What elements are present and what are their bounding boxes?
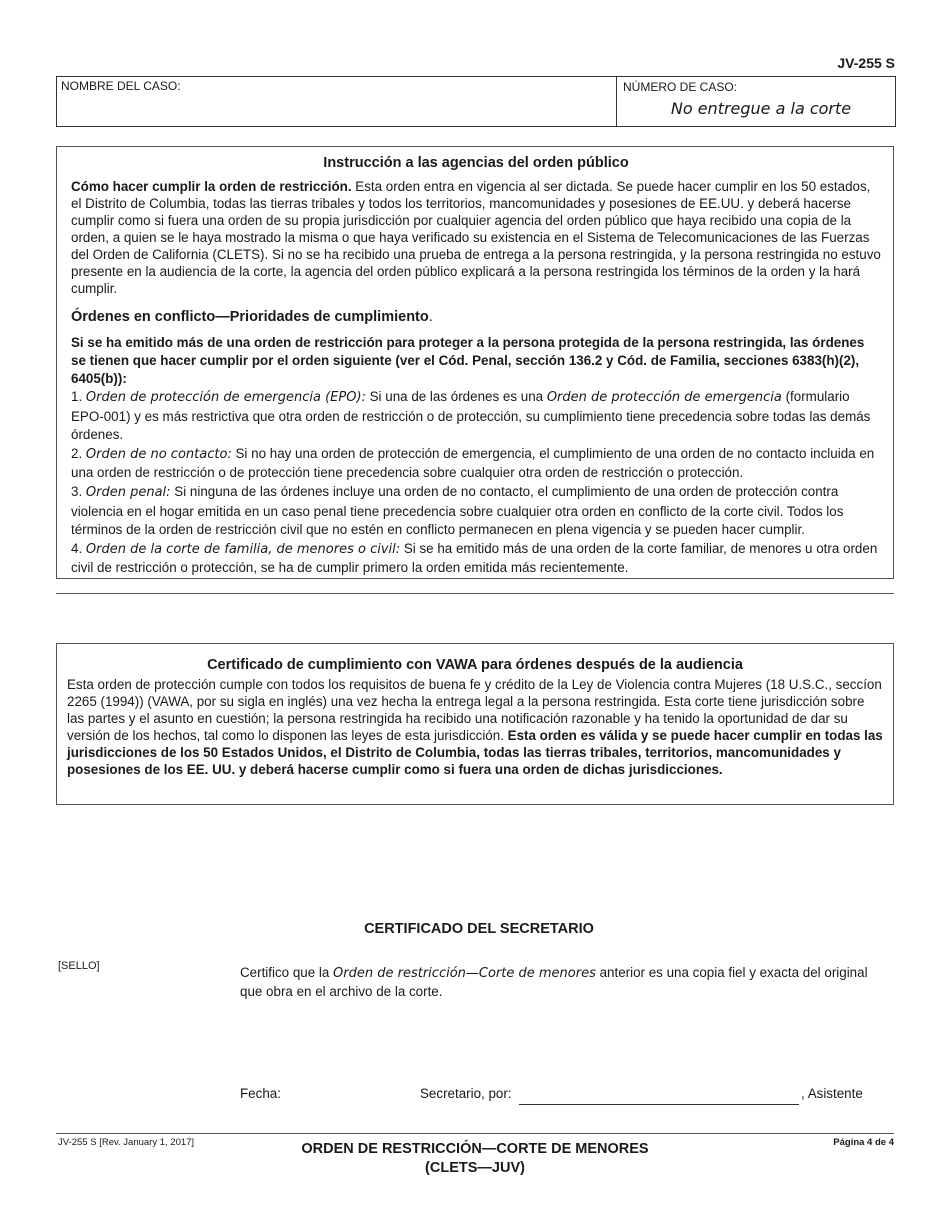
conflict-heading-period: . <box>428 309 433 325</box>
clerk-certificate-title: CERTIFICADO DEL SECRETARIO <box>364 921 594 937</box>
footer-divider <box>56 1133 894 1134</box>
cert-text-a: Certifico que la <box>240 965 334 980</box>
priority-label: Orden penal: <box>85 484 171 500</box>
case-number-label: NÚMERO DE CASO: <box>623 80 738 94</box>
clerk-label: Secretario, por: <box>420 1086 512 1101</box>
date-label: Fecha: <box>240 1086 281 1101</box>
priority-text: Si ninguna de las órdenes incluye una orden de no contacto, el cumplimiento de una orden de protección contra violencia en el hogar emitida en un caso penal tiene precedencia sobre cualquier otra orden en conflicto de la corte civil. Todos los términos de la orden de restricción civil que no estén en conflicto permanecen en plena vigencia y se pueden hacer cumplir. <box>71 483 844 538</box>
vawa-title: Certificado de cumplimiento con VAWA para órdenes después de la audiencia <box>207 657 743 673</box>
section-divider <box>56 593 894 594</box>
conflict-intro: Si se ha emitido más de una orden de restricción para proteger a la persona protegida de la persona restringida, las órdenes se tienen que hacer cumplir por el orden siguiente (ver el Cód. Penal, sección 136.2 y Cód. de Familia, secciones 6383(h)(2), 6405(b)): <box>71 335 865 386</box>
vawa-box <box>56 643 894 805</box>
priority-list <box>71 388 881 578</box>
clerk-certification-text <box>240 964 890 1001</box>
enforce-paragraph <box>71 178 881 297</box>
enforce-heading: Cómo hacer cumplir la orden de restricción. <box>71 179 352 194</box>
vawa-bold-text: Esta orden es válida y se puede hacer cumplir en todas las jurisdicciones de los 50 Estados Unidos, el Distrito de Columbia, todas las tierras tribales, territorios, mancomunidades y posesiones de los EE. UU. y deberá hacerse cumplir como si fuera una orden de dichas jurisdicciones. <box>67 728 883 777</box>
vawa-text: Esta orden de protección cumple con todos los requisitos de buena fe y crédito de la Ley de Violencia contra Mujeres (18 U.S.C., seccíon 2265 (1994)) (VAWA, por su sigla en inglés) una vez hecha la entrega legal a la persona restringida. Esta corte tiene jurisdicción sobre las partes y el asunto en cuestión; la persona restringida ha recibido una notificación razonable y ha tenido la oportunidad de dar su versión de los hechos, tal como lo disponen las leyes de esta jurisdicción. <box>67 677 882 743</box>
priority-label: Orden de protección de emergencia (EPO): <box>85 390 366 405</box>
case-name-field[interactable] <box>57 77 617 126</box>
priority-label: Orden de la corte de familia, de menores o civil: <box>85 541 401 557</box>
priority-text: Si se ha emitido más de una orden de la corte familiar, de menores u otra orden civil de restricción o protección, se ha de cumplir primero la orden emitida más recientemente. <box>71 540 878 576</box>
priority-item <box>71 445 881 483</box>
footer-page-number: Página 4 de 4 <box>833 1137 894 1148</box>
enforce-text: Esta orden entra en vigencia al ser dictada. Se puede hacer cumplir en los 50 estados, el Distrito de Columbia, todas las tierras tribales y todos los territorios, mancomunidades y posesiones de EE.UU. y deberá hacerse cumplir como si fuera una orden de su propia jurisdicción por cualquier agencia del orden público que haya recibido una copia de la orden, a quien se le haya mostrado la misma o que haya verificado su existencia en el Sistema de Telecomunicaciones de las Fuerzas del Orden de California (CLETS). Si no se ha recibido una prueba de entrega a la persona restringida, y la persona restringida no estuvo presente en la audiencia de la corte, la agencia del orden público explicará a la persona restringida los términos de la orden y la hará cumplir. <box>71 179 881 296</box>
priority-item <box>71 483 881 540</box>
priority-italic: Orden de protección de emergencia <box>546 390 782 405</box>
priority-text-b: (formulario EPO-001) y es más restrictiva que otra orden de restricción o de protección, su cumplimiento tiene precedencia sobre todas las demás órdenes. <box>71 389 871 443</box>
footer-title <box>0 1140 950 1178</box>
priority-num: 2. <box>71 445 86 461</box>
form-code: JV-255 S <box>837 55 895 71</box>
cert-text-b: anterior es una copia fiel y exacta del original que obra en el archivo de la corte. <box>240 965 868 999</box>
priority-text: Si una de las órdenes es una <box>365 389 547 404</box>
footer-title-line-1: ORDEN DE RESTRICCIÓN—CORTE DE MENORES <box>301 1141 649 1157</box>
law-enforcement-title: Instrucción a las agencias del orden público <box>323 155 629 171</box>
conflict-heading-text: Órdenes en conflicto—Prioridades de cumplimiento <box>71 309 429 325</box>
footer-form-revision: JV-255 S [Rev. January 1, 2017] <box>58 1137 195 1148</box>
priority-item <box>71 540 881 578</box>
case-number-value: No entregue a la corte <box>670 99 852 118</box>
priority-item <box>71 388 881 445</box>
deputy-label: , Asistente <box>801 1086 863 1101</box>
case-name-label: NOMBRE DEL CASO: <box>61 79 181 93</box>
case-header <box>56 76 896 127</box>
seal-label: [SELLO] <box>58 960 100 972</box>
clerk-signature-line[interactable] <box>519 1104 799 1105</box>
case-number-field[interactable] <box>617 77 895 132</box>
cert-text-italic: Orden de restricción—Corte de menores <box>333 966 596 981</box>
priority-label: Orden de no contacto: <box>85 446 232 462</box>
priority-num: 4. <box>71 540 86 556</box>
law-enforcement-box <box>56 146 894 579</box>
vawa-paragraph <box>67 676 883 778</box>
conflict-heading <box>71 309 881 326</box>
footer-title-line-2: (CLETS—JUV) <box>425 1160 525 1176</box>
priority-text: Si no hay una orden de protección de emergencia, el cumplimiento de una orden de no contacto incluida en una orden de restricción o de protección tiene precedencia sobre cualquier otra orden de restricción o protección. <box>71 445 875 481</box>
priority-num: 3. <box>71 483 86 499</box>
priority-num: 1. <box>71 389 86 404</box>
